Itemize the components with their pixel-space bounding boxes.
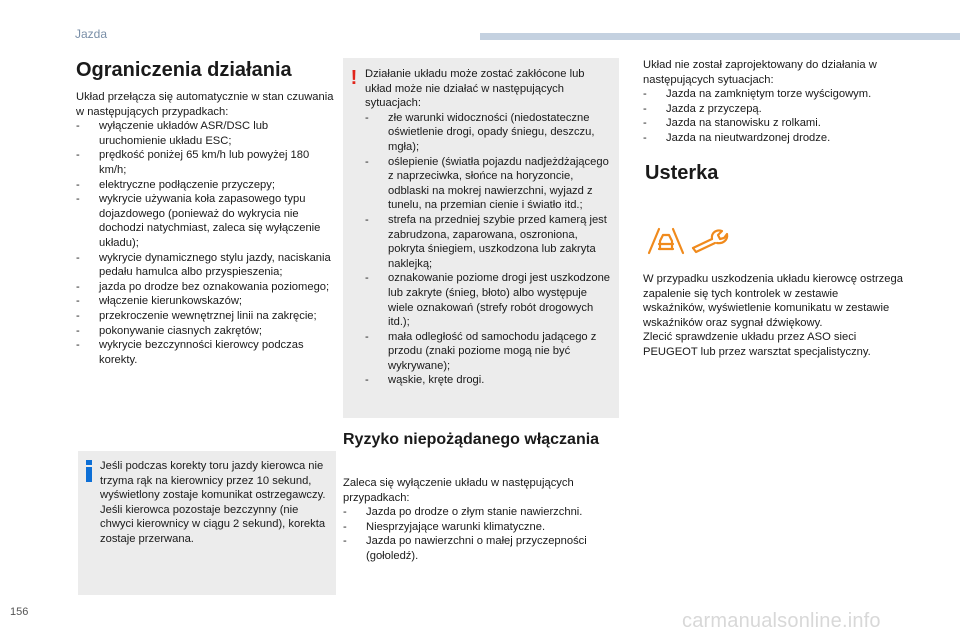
list-item: - prędkość poniżej 65 km/h lub powyżej 180 km/h; [76,148,338,177]
not-designed-intro: Układ nie został zaprojektowany do działania w następujących sytuacjach: [643,59,877,86]
wrench-icon [690,226,730,256]
list-item: - Jazda po drodze o złym stanie nawierzchni. [343,505,623,520]
risk-intro: Zaleca się wyłączenie układu w następujących przypadkach: [343,477,574,504]
limitations-column [76,58,338,367]
warning-list [365,111,611,388]
risk-section [343,431,623,448]
list-item: - włączenie kierunkowskazów; [76,294,338,309]
list-item: - jazda po drodze bez oznakowania poziomego; [76,280,338,295]
info-icon [86,460,92,482]
list-item: - strefa na przedniej szybie przed kamerą jest zabrudzona, zaparowana, oszroniona, pokryta śniegiem, uszkodzona lub zakryta naklejką; [365,213,611,271]
list-item: - mała odległość od samochodu jadącego z przodu (znaki poziome mogą nie być wykrywane); [365,330,611,374]
list-item: - przekroczenie wewnętrznej linii na zakręcie; [76,309,338,324]
not-designed-column [643,58,903,146]
limitations-title: Ograniczenia działania [76,59,292,81]
fault-body [643,272,903,360]
fault-title: Usterka [645,162,719,184]
list-item: - oznakowanie poziome drogi jest uszkodzone lub zakryte (śnieg, błoto) albo występuje wiele oznakowań (strefy robót drogowych itd.); [365,271,611,329]
list-item: - wyłączenie układów ASR/DSC lub uruchomienie układu ESC; [76,119,338,148]
fault-text-2: Zlecić sprawdzenie układu przez ASO sieci PEUGEOT lub przez warsztat specjalistyczny. [643,331,871,358]
list-item: - Jazda na zamkniętym torze wyścigowym. [643,87,903,102]
list-item: - Jazda po nawierzchni o małej przyczepności (gołoledź). [343,534,623,563]
list-item: - Jazda na nieutwardzonej drodze. [643,131,903,146]
info-text-2: Jeśli kierowca pozostaje bezczynny (nie chwyci kierownicy w ciągu 2 sekund), korekta zostaje przerwana. [100,503,326,545]
list-item: - złe warunki widoczności (niedostateczne oświetlenie drogi, opady śniegu, deszczu, mgła); [365,111,611,155]
risk-body [343,476,623,564]
list-item: - elektryczne podłączenie przyczepy; [76,178,338,193]
limitations-intro: Układ przełącza się automatycznie w stan czuwania w następujących przypadkach: [76,91,334,118]
not-designed-list [643,87,903,145]
list-item: - wykrycie używania koła zapasowego typu dojazdowego (ponieważ do wykrycia nie dochodzi natychmiast, zaleca się wyłączenie układu); [76,192,338,250]
warning-column [343,58,623,418]
header-section-title: Jazda [75,27,108,41]
list-item: - Jazda na stanowisku z rolkami. [643,116,903,131]
warning-box [343,58,619,418]
limitations-list [76,119,338,367]
list-item: - pokonywanie ciasnych zakrętów; [76,324,338,339]
warning-intro: Działanie układu może zostać zakłócone lub układ może nie działać w następujących sytuacjach: [365,68,585,110]
header-bar [480,33,960,40]
list-item: - wykrycie bezczynności kierowcy podczas korekty. [76,338,338,367]
list-item: - Niesprzyjające warunki klimatyczne. [343,520,623,535]
list-item: - wykrycie dynamicznego stylu jazdy, naciskania pedału hamulca albo przyspieszenia; [76,251,338,280]
warning-exclamation-icon: ! [350,67,358,89]
watermark: carmanualsonline.info [682,610,881,632]
list-item: - Jazda z przyczepą. [643,102,903,117]
list-item: - oślepienie (światła pojazdu nadjeżdżającego z naprzeciwka, słońce na horyzoncie, odblaski na mokrej nawierzchni, wyjazd z tunelu, na przemian cienie i światło itd.; [365,155,611,213]
page-number: 156 [10,606,29,618]
info-box [78,451,336,595]
risk-list [343,505,623,563]
info-text: Jeśli podczas korekty toru jazdy kierowca nie trzyma rąk na kierownicy przez 10 sekund, wyświetlony zostaje komunikat ostrzegawczy. [100,460,326,502]
list-item: - wąskie, kręte drogi. [365,373,611,388]
fault-text: W przypadku uszkodzenia układu kierowcę ostrzega zapalenie się tych kontrolek w zestawie wskaźników, wyświetlenie komunikatu w zestawie wskaźników oraz sygnał dźwiękowy. [643,273,903,329]
risk-title: Ryzyko niepożądanego włączania [343,431,600,448]
